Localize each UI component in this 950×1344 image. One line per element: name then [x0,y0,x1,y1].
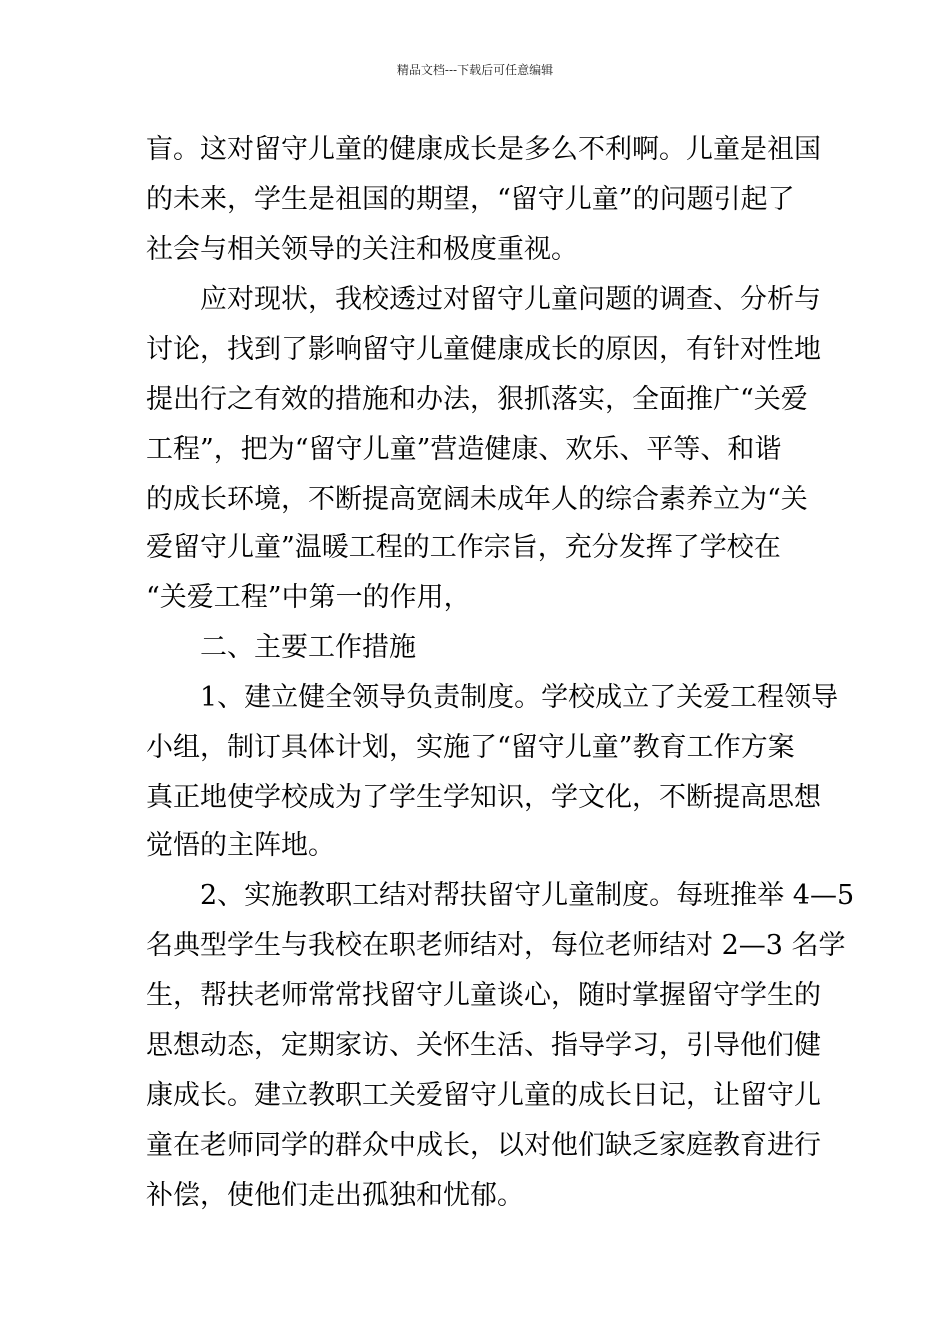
text-line: 生，帮扶老师常常找留守儿童谈心，随时掌握留守学生的 [146,980,821,1011]
text-line: 爱留守儿童”温暖工程的工作宗旨，充分发挥了学校在 [146,532,781,563]
text-line: 的成长环境，不断提高宽阔未成年人的综合素养立为“关 [146,484,808,515]
text-line: 觉悟的主阵地。 [146,830,335,861]
text-line: 的未来，学生是祖国的期望，“留守儿童”的问题引起了 [146,184,795,215]
text-line: 盲。这对留守儿童的健康成长是多么不利啊。儿童是祖国 [146,134,821,165]
text-line: 名典型学生与我校在职老师结对，每位老师结对 2—3 名学 [146,930,846,961]
text-line: 1、建立健全领导负责制度。学校成立了关爱工程领导 [146,682,839,713]
text-line: 小组，制订具体计划，实施了“留守儿童”教育工作方案 [146,732,795,763]
text-line: 康成长。建立教职工关爱留守儿童的成长日记，让留守儿 [146,1080,821,1111]
text-line: 2、实施教职工结对帮扶留守儿童制度。每班推举 4—5 [146,880,855,911]
text-line: 应对现状，我校透过对留守儿童问题的调查、分析与 [146,284,821,315]
text-line: 工程”，把为“留守儿童”营造健康、欢乐、平等、和谐 [146,434,782,465]
text-line: 童在老师同学的群众中成长，以对他们缺乏家庭教育进行 [146,1130,821,1161]
text-line: 社会与相关领导的关注和极度重视。 [146,234,578,265]
section-heading: 二、主要工作措施 [146,632,416,663]
text-line: 提出行之有效的措施和办法，狠抓落实，全面推广“关爱 [146,384,808,415]
text-line: 讨论，找到了影响留守儿童健康成长的原因，有针对性地 [146,334,821,365]
text-line: 补偿，使他们走出孤独和忧郁。 [146,1180,524,1211]
text-line: 思想动态，定期家访、关怀生活、指导学习，引导他们健 [146,1030,821,1061]
text-line: “关爱工程”中第一的作用， [146,582,471,613]
text-line: 真正地使学校成为了学生学知识，学文化，不断提高思想 [146,782,821,813]
page-header: 精品文档---下载后可任意编辑 [396,63,554,77]
